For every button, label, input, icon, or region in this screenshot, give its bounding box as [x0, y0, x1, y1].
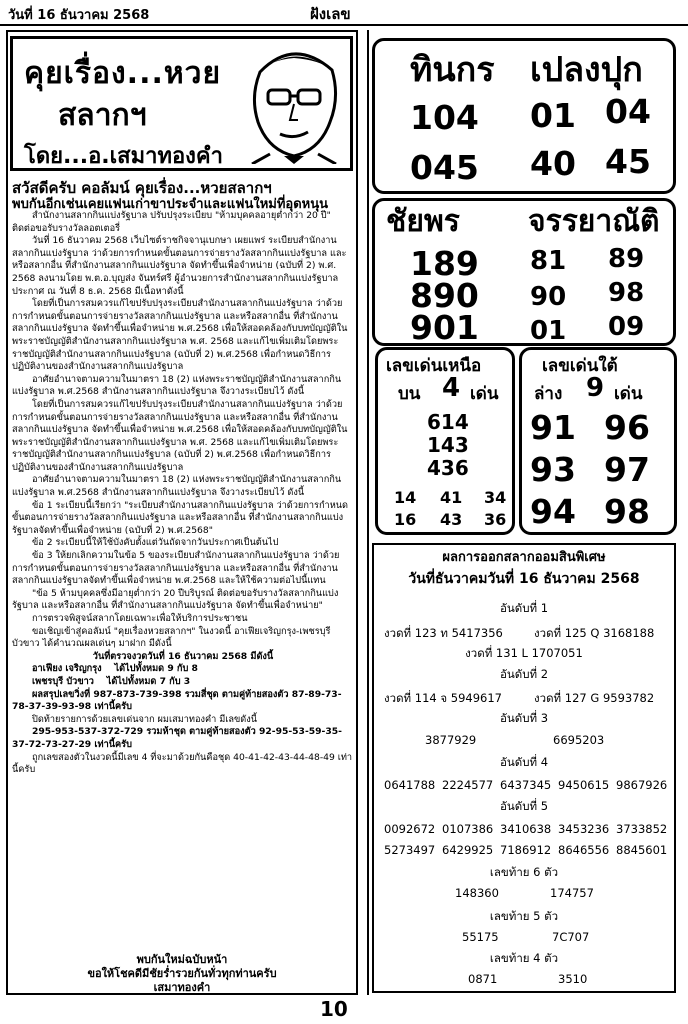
lucky-number: 43 — [440, 510, 463, 529]
panel-left-name: ชัยพร — [386, 204, 460, 239]
lucky-number: 81 — [530, 246, 567, 276]
lucky-number: 91 — [530, 408, 576, 447]
page-number: 10 — [320, 997, 348, 1021]
column-body — [12, 210, 354, 777]
lucky-number: 40 — [530, 144, 576, 183]
lucky-number: 901 — [410, 308, 479, 347]
lucky-number: 96 — [604, 408, 650, 447]
panel-count: 9 — [586, 373, 605, 403]
lucky-number: 104 — [410, 98, 479, 137]
score-name: อาเฟียง เจริญกรุง — [32, 663, 102, 675]
lucky-number: 16 — [394, 510, 417, 529]
lucky-number: 01 — [530, 96, 576, 135]
paragraph: อาศัยอำนาจตามความในมาตรา 18 (2) แห่งพระราชบัญญัติสำนักงานสลากกินแบ่งรัฐบาล พ.ศ.2568 สำนักงานสลากกินแบ่งรัฐบาล จึงวางระเบียบไว้ ดังนี้ — [12, 474, 342, 499]
last-header: ปิดท้ายรายการด้วยเลขเด่นจาก ผมเสมาทองคำ มีเลขดังนี้ — [32, 713, 258, 725]
result-entry: 9867926 — [616, 778, 668, 792]
lucky-number: 143 — [427, 433, 469, 457]
result-entry: 0092672 — [384, 822, 436, 836]
result-entry: 3877929 — [425, 733, 477, 747]
phone-line: ผลสรุปเลขวิ่งที่ 987-873-739-398 รวมสี่ชุด ตามคู่ท้ายสองตัว 87-89-73-78-37-39-93-98 เท่านี้ครับ — [12, 688, 342, 713]
panel-subtitle-b: เด่น — [470, 384, 499, 404]
lucky-number: 614 — [427, 410, 469, 434]
header-rule — [0, 24, 688, 26]
rank-label: เลขท้าย 5 ตัว — [489, 909, 559, 923]
score-line — [12, 663, 354, 676]
result-entry: 148360 — [455, 886, 499, 900]
result-entry: 8646556 — [558, 843, 610, 857]
panel-title: เลขเด่นเหนือ — [386, 356, 482, 376]
lucky-number: 09 — [608, 312, 645, 342]
result-entry: 0107386 — [442, 822, 494, 836]
paragraph: โดยที่เป็นการสมควรแก้ไขปรับปรุงระเบียบสำนักงานสลากกินแบ่งรัฐบาล ว่าด้วยการกำหนดขั้นตอนการจ่ายรางวัลสลากกินแบ่งรัฐบาล และหรือสลากอื่น ที่สำนักงานสลากกินแบ่งรัฐบาล จัดทำขึ้นเพื่อจำหน่าย พ.ศ.2568 เพื่อให้สอดคล้องกับบทบัญญัติในพระราชบัญญัติสำนักงานสลากกินแบ่งรัฐบาล พ.ศ. 2568 และแก้ไขเพิ่มเติมโดยพระราชบัญญัติสำนักงานสลากกินแบ่งรัฐบาล (ฉบับที่ 2) พ.ศ.2568 เพื่อกำหนดวิธีการปฏิบัติงานของสำนักงานสลากกินแบ่งรัฐบาล — [12, 398, 348, 473]
lucky-number: 34 — [484, 488, 507, 507]
result-entry: 8845601 — [616, 843, 668, 857]
note: การตรวจพิสูจน์สลากโดยเฉพาะเพื่อให้บริการประชาชน — [32, 613, 248, 624]
column-headline: สวัสดีครับ คอลัมน์ คุยเรื่อง...หวยสลากฯ — [12, 179, 272, 197]
paragraph: "ข้อ 5 ห้ามบุคคลซึ่งมีอายุต่ำกว่า 20 ปีบริบูรณ์ ติดต่อขอรับรางวัลสลากกินแบ่งรัฐบาล และหรือสลากอื่น ที่สำนักงานสลากกินแบ่งรัฐบาล จัดทำขึ้นเพื่อจำหน่าย" — [12, 587, 339, 612]
result-entry: 0871 — [468, 972, 498, 986]
result-entry: 6695203 — [553, 733, 605, 747]
result-entry: 9450615 — [558, 778, 610, 792]
paragraph: ข้อ 2 ระเบียบนี้ให้ใช้บังคับตั้งแต่วันถัดจากวันประกาศเป็นต้นไป — [32, 537, 279, 549]
result-entry: งวดที่ 131 L 1707051 — [465, 646, 583, 660]
lucky-number: 890 — [410, 276, 479, 315]
banner-title: คุยเรื่อง...หวย — [24, 56, 222, 91]
footer-line: ขอให้โชคดีมีชัยร่ำรวยกันทั่วทุกท่านครับ — [87, 967, 277, 980]
result-entry: 174757 — [550, 886, 594, 900]
rank-label: อันดับที่ 3 — [499, 711, 549, 725]
lucky-number: 14 — [394, 488, 417, 507]
lucky-number: 94 — [530, 492, 576, 531]
panel-subtitle-a: ล่าง — [534, 384, 563, 404]
lucky-number: 189 — [410, 244, 479, 283]
lucky-number: 97 — [604, 450, 650, 489]
lucky-number: 045 — [410, 148, 479, 187]
panel-left-name: ทินกร — [410, 50, 495, 90]
invite-text: ขอเชิญเข้าสู่คอลัมน์ "คุยเรื่องหวยสลากฯ" ในงวดนี้ อาเฟียเจริญกรุง-เพชรบุรี บัวขาว ได้คำนวณผลเด่นๆ มาฝาก มีดังนี้ — [12, 625, 331, 650]
rank-label: อันดับที่ 2 — [499, 667, 549, 681]
result-entry: งวดที่ 123 ท 5417356 — [384, 626, 503, 640]
result-entry: งวดที่ 127 G 9593782 — [534, 691, 655, 705]
lucky-number: 90 — [530, 282, 567, 312]
panel-count: 4 — [442, 373, 461, 403]
publication-title: ฝังเลข — [310, 5, 351, 23]
issue-date: วันที่ 16 ธันวาคม 2568 — [8, 8, 150, 23]
panel-title: เลขเด่นใต้ — [542, 356, 618, 376]
result-entry: 3510 — [558, 972, 588, 986]
result-entry: 0641788 — [384, 778, 436, 792]
lucky-number: 98 — [608, 278, 645, 308]
result-entry: 2224577 — [442, 778, 494, 792]
last-line: ถูกเลขสองตัวในงวดนี้มีเลข 4 ที่จะมาด้วยกันคือชุด 40-41-42-43-44-48-49 เท่านี้ครับ — [12, 751, 353, 776]
result-entry: 7C707 — [552, 930, 590, 944]
result-entry: 6437345 — [500, 778, 552, 792]
lucky-number: 93 — [530, 450, 576, 489]
banner-author: โดย...อ.เสมาทองคำ — [24, 144, 223, 169]
paragraph: อาศัยอำนาจตามความในมาตรา 18 (2) แห่งพระราชบัญญัติสำนักงานสลากกินแบ่งรัฐบาล พ.ศ.2568 สำนักงานสลากกินแบ่งรัฐบาล จึงวางระเบียบไว้ ดังนี้ — [12, 373, 342, 398]
lucky-number: 36 — [484, 510, 507, 529]
paragraph: สำนักงานสลากกินแบ่งรัฐบาล ปรับปรุงระเบียบ "ห้ามบุคคลอายุต่ำกว่า 20 ปี" ติดต่อขอรับรางวัลลอตเตอรี่ — [12, 210, 331, 234]
lucky-number: 41 — [440, 488, 463, 507]
lucky-number: 436 — [427, 456, 469, 480]
paragraph: ข้อ 1 ระเบียบนี้เรียกว่า "ระเบียบสำนักงานสลากกินแบ่งรัฐบาล ว่าด้วยการกำหนดขั้นตอนการจ่ายรางวัลสลากกินแบ่งรัฐบาล และหรือสลากอื่น ที่สำนักงานสลากกินแบ่งรัฐบาลจัดทำขึ้นเพื่อจำหน่าย (ฉบับที่ 2) พ.ศ.2568" — [12, 499, 348, 536]
score-line — [12, 676, 354, 689]
paragraph: โดยที่เป็นการสมควรแก้ไขปรับปรุงระเบียบสำนักงานสลากกินแบ่งรัฐบาล ว่าด้วยการกำหนดขั้นตอนการจ่ายรางวัลสลากกินแบ่งรัฐบาล และหรือสลากอื่น ที่สำนักงานสลากกินแบ่งรัฐบาล จัดทำขึ้นเพื่อจำหน่าย พ.ศ.2568 เพื่อให้สอดคล้องกับบทบัญญัติในพระราชบัญญัติสำนักงานสลากกินแบ่งรัฐบาล พ.ศ. 2568 และแก้ไขเพิ่มเติมโดยพระราชบัญญัติสำนักงานสลากกินแบ่งรัฐบาล (ฉบับที่ 2) พ.ศ.2568 เพื่อกำหนดวิธีการปฏิบัติงานของสำนักงานสลากกินแบ่งรัฐบาล — [12, 298, 348, 373]
rank-label: เลขท้าย 4 ตัว — [489, 951, 559, 965]
paragraph: วันที่ 16 ธันวาคม 2568 เว็บไซต์ราชกิจจานุเบกษา เผยแพร่ ระเบียบสำนักงานสลากกินแบ่งรัฐบาล ว่าด้วยการกำหนดขั้นตอนการจ่ายรางวัลสลากกินแบ่งรัฐบาล และหรือสลากอื่น ที่สำนักงานสลากกินแบ่งรัฐบาล จัดทำขึ้นเพื่อจำหน่าย (ฉบับที่ 2) พ.ศ. 2568 ลงนามโดย พ.ต.อ.บุญส่ง จันทร์ศรี ผู้อำนวยการสำนักงานสลากกินแบ่งรัฐบาล ประกาศ ณ วันที่ 8 ธ.ค. 2568 มีเนื้อหาดังนี้ — [12, 235, 347, 297]
footer-line: พบกันใหม่ฉบับหน้า — [136, 953, 228, 966]
result-entry: 7186912 — [500, 843, 552, 857]
score-value: ได้ไปทั้งหมด 7 กับ 3 — [106, 675, 191, 687]
rank-label: อันดับที่ 5 — [499, 799, 549, 813]
column-subheadline: พบกันอีกเช่นเคยแฟนเก่าขาประจำและแฟนใหม่ที่อุดหนุน — [12, 197, 329, 212]
rank-label: อันดับที่ 4 — [499, 755, 549, 769]
author-caricature-icon — [240, 42, 348, 164]
result-entry: 5273497 — [384, 843, 436, 857]
lucky-number: 45 — [605, 142, 651, 181]
result-entry: 3410638 — [500, 822, 552, 836]
result-entry: 55175 — [462, 930, 499, 944]
column-divider — [367, 30, 369, 995]
panel-right-name: เปลงปุก — [530, 50, 643, 90]
paragraph: ข้อ 3 ให้ยกเลิกความในข้อ 5 ของระเบียบสำนักงานสลากกินแบ่งรัฐบาล ว่าด้วยการกำหนดขั้นตอนการจ่ายรางวัลสลากกินแบ่งรัฐบาล และหรือสลากอื่น ที่สำนักงานสลากกินแบ่งรัฐบาลจัดทำขึ้นเพื่อจำหน่าย พ.ศ.2568 และให้ใช้ความต่อไปนี้แทน — [12, 550, 340, 587]
result-entry: งวดที่ 125 Q 3168188 — [534, 626, 655, 640]
score-name: เพชรบุรี บัวขาว — [32, 675, 94, 687]
panel-subtitle-a: บน — [398, 384, 421, 404]
lucky-number: 01 — [530, 316, 567, 346]
result-entry: งวดที่ 114 จ 5949617 — [384, 691, 502, 705]
result-entry: 3453236 — [558, 822, 610, 836]
panel-right-name: จรรยาณัติ — [528, 204, 660, 239]
last-numbers: 295-953-537-372-729 รวมห้าชุด ตามคู่ท้ายสองตัว 92-95-53-59-35-37-72-73-27-29 เท่านี้ครับ — [12, 726, 342, 750]
banner-subtitle: สลากฯ — [58, 98, 147, 133]
footer-signature: เสมาทองคำ — [153, 981, 211, 994]
draw-date: วันที่ตรวจงวดวันที่ 16 ธันวาคม 2568 มีดังนี้ — [92, 650, 274, 662]
rank-label: เลขท้าย 6 ตัว — [489, 865, 559, 879]
lucky-number: 98 — [604, 492, 650, 531]
panel-subtitle-b: เด่น — [614, 384, 643, 404]
lucky-number: 04 — [605, 92, 651, 131]
result-entry: 3733852 — [616, 822, 668, 836]
results-title: ผลการออกสลากออมสินพิเศษ — [442, 550, 606, 565]
result-entry: 6429925 — [442, 843, 494, 857]
score-value: ได้ไปทั้งหมด 9 กับ 8 — [114, 663, 198, 675]
lucky-number: 89 — [608, 244, 645, 274]
rank-label: อันดับที่ 1 — [499, 601, 549, 615]
results-date: วันที่ธันวาคมวันที่ 16 ธันวาคม 2568 — [408, 571, 640, 587]
